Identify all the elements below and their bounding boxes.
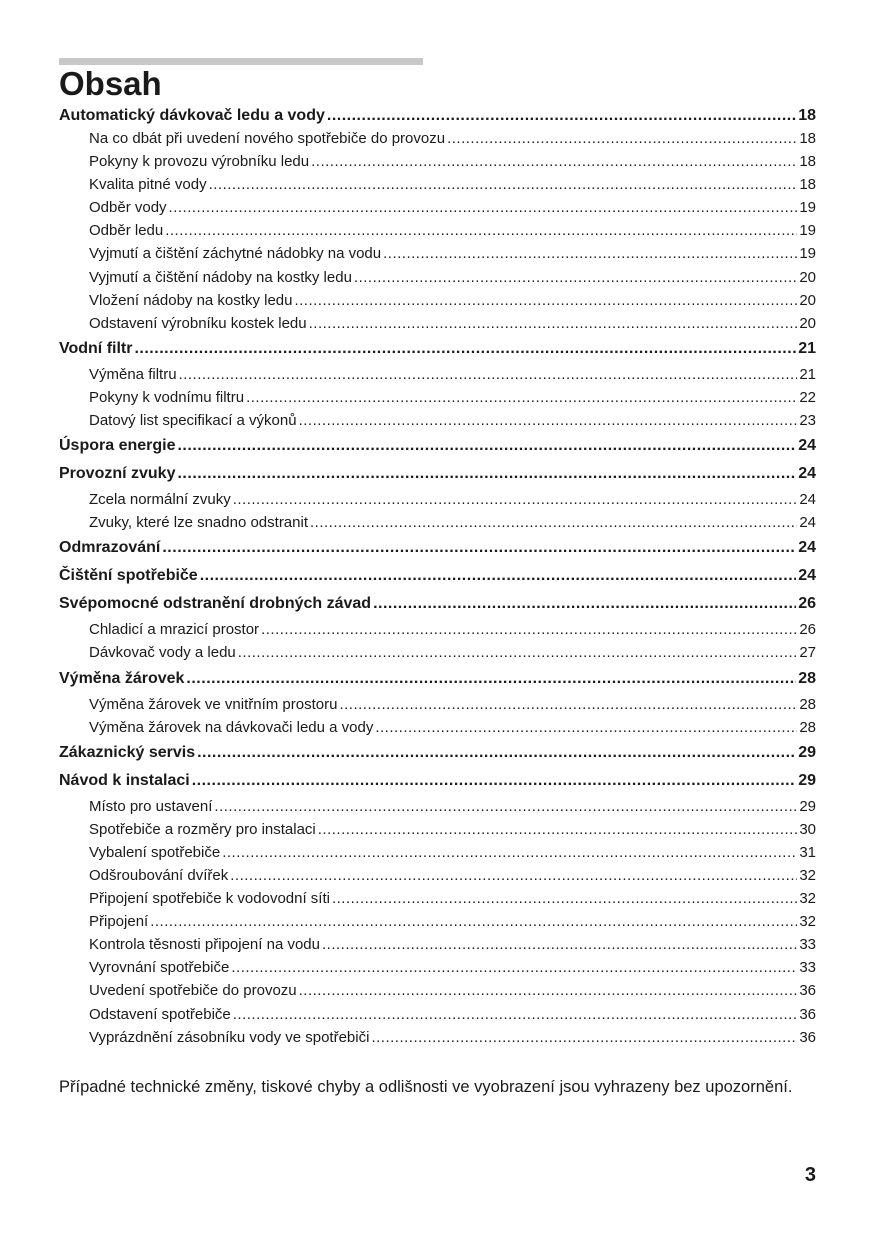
toc-entry-page: 27 xyxy=(799,644,816,662)
toc-entry-label: Pokyny k provozu výrobníku ledu xyxy=(89,153,310,171)
toc-entry[interactable] xyxy=(59,409,816,432)
dot-leader xyxy=(177,432,796,460)
toc-entry[interactable] xyxy=(59,242,816,265)
dot-leader xyxy=(197,739,796,767)
toc-section[interactable] xyxy=(59,562,816,590)
toc-entry-label: Spotřebiče a rozměry pro instalaci xyxy=(89,820,316,838)
toc-entry-label: Kvalita pitné vody xyxy=(89,176,207,194)
dot-leader xyxy=(165,219,797,242)
toc-entry-label: Vyrovnání spotřebiče xyxy=(89,959,230,977)
toc-entry-label: Odstavení spotřebiče xyxy=(89,1005,231,1023)
toc-entry[interactable] xyxy=(59,150,816,173)
dot-leader xyxy=(230,864,797,887)
toc-section-page: 28 xyxy=(798,669,816,687)
toc-entry-label: Vyjmutí a čištění nádoby na kostky ledu xyxy=(89,268,352,286)
toc-section-page: 29 xyxy=(798,743,816,761)
toc-entry[interactable] xyxy=(59,289,816,312)
disclaimer-note: Případné technické změny, tiskové chyby a odlišnosti ve vyobrazení jsou vyhrazeny bez upozornění. xyxy=(59,1078,793,1096)
toc-entry-page: 32 xyxy=(799,866,816,884)
toc-entry[interactable] xyxy=(59,127,816,150)
dot-leader xyxy=(332,887,797,910)
toc-entry-label: Výměna žárovek ve vnitřním prostoru xyxy=(89,695,338,713)
toc-entry-page: 32 xyxy=(799,890,816,908)
toc-entry[interactable] xyxy=(59,716,816,739)
toc-entry-page: 21 xyxy=(799,365,816,383)
toc-entry-page: 19 xyxy=(799,245,816,263)
toc-entry-page: 24 xyxy=(799,514,816,532)
dot-leader xyxy=(222,841,797,864)
dot-leader xyxy=(318,818,798,841)
toc-entry-page: 36 xyxy=(799,982,816,1000)
toc-entry-label: Chladicí a mrazicí prostor xyxy=(89,621,260,639)
dot-leader xyxy=(162,534,796,562)
toc-entry-page: 23 xyxy=(799,412,816,430)
toc-section-page: 21 xyxy=(798,339,816,357)
toc-entry-page: 24 xyxy=(799,491,816,509)
dot-leader xyxy=(447,127,797,150)
toc-entry-label: Připojení spotřebiče k vodovodní síti xyxy=(89,890,330,908)
toc-section-label: Výměna žárovek xyxy=(59,669,185,687)
toc-entry[interactable] xyxy=(59,219,816,242)
toc-section-label: Vodní filtr xyxy=(59,339,133,357)
toc-entry[interactable] xyxy=(59,795,816,818)
dot-leader xyxy=(375,716,797,739)
toc-entry-page: 22 xyxy=(799,388,816,406)
toc-entry-label: Odstavení výrobníku kostek ledu xyxy=(89,314,307,332)
dot-leader xyxy=(327,105,796,127)
toc-entry-label: Odšroubování dvířek xyxy=(89,866,229,884)
toc-entry-page: 18 xyxy=(799,153,816,171)
dot-leader xyxy=(238,641,798,664)
toc-entry-label: Vybalení spotřebiče xyxy=(89,843,221,861)
toc-entry[interactable] xyxy=(59,618,816,641)
toc-entry-page: 33 xyxy=(799,936,816,954)
toc-section-label: Zákaznický servis xyxy=(59,743,196,761)
toc-entry-label: Kontrola těsnosti připojení na vodu xyxy=(89,936,320,954)
toc-section-label: Svépomocné odstranění drobných závad xyxy=(59,595,372,613)
dot-leader xyxy=(214,795,797,818)
toc-entry-label: Vložení nádoby na kostky ledu xyxy=(89,291,293,309)
toc-entry[interactable] xyxy=(59,818,816,841)
toc-entry-label: Na co dbát při uvedení nového spotřebiče do provozu xyxy=(89,130,446,147)
toc-entry[interactable] xyxy=(59,173,816,196)
dot-leader xyxy=(373,590,796,618)
toc-entry-label: Zcela normální zvuky xyxy=(89,491,231,509)
toc-entry-label: Uvedení spotřebiče do provozu xyxy=(89,982,297,1000)
toc-entry[interactable] xyxy=(59,933,816,956)
toc-entry[interactable] xyxy=(59,641,816,664)
toc-entry[interactable] xyxy=(59,266,816,289)
toc-section-label: Provozní zvuky xyxy=(59,465,176,483)
toc-entry-page: 28 xyxy=(799,695,816,713)
dot-leader xyxy=(383,242,797,265)
page-title: Obsah xyxy=(59,65,162,102)
toc-entry-label: Odběr ledu xyxy=(89,222,164,240)
dot-leader xyxy=(299,979,798,1002)
toc-entry-label: Dávkovač vody a ledu xyxy=(89,644,236,662)
toc-entry[interactable] xyxy=(59,956,816,979)
dot-leader xyxy=(179,363,798,386)
toc-entry-page: 19 xyxy=(799,222,816,240)
toc-section[interactable] xyxy=(59,105,816,127)
toc-entry-label: Výměna žárovek na dávkovači ledu a vody xyxy=(89,718,374,736)
dot-leader xyxy=(233,488,798,511)
toc-entry[interactable] xyxy=(59,864,816,887)
toc-entry-label: Pokyny k vodnímu filtru xyxy=(89,388,245,406)
toc-entry-label: Připojení xyxy=(89,913,149,931)
toc-entry-page: 18 xyxy=(799,176,816,194)
toc-entry[interactable] xyxy=(59,511,816,534)
toc-entry-label: Výměna filtru xyxy=(89,365,177,383)
toc-section-label: Odmrazování xyxy=(59,539,161,557)
dot-leader xyxy=(310,511,797,534)
toc-entry[interactable] xyxy=(59,312,816,335)
dot-leader xyxy=(186,665,796,693)
toc-section[interactable] xyxy=(59,335,816,363)
toc-entry-label: Datový list specifikací a výkonů xyxy=(89,412,297,430)
page-number: 3 xyxy=(804,1164,816,1186)
toc-entry[interactable] xyxy=(59,386,816,409)
dot-leader xyxy=(150,910,797,933)
toc-entry[interactable] xyxy=(59,910,816,933)
toc-entry[interactable] xyxy=(59,1026,816,1049)
toc-entry-label: Vyjmutí a čištění záchytné nádobky na vodu xyxy=(89,245,382,263)
dot-leader xyxy=(177,460,796,488)
toc-entry[interactable] xyxy=(59,841,816,864)
toc-entry-label: Zvuky, které lze snadno odstranit xyxy=(89,514,308,532)
dot-leader xyxy=(200,562,797,590)
toc-entry[interactable] xyxy=(59,363,816,386)
toc-section[interactable] xyxy=(59,739,816,767)
toc-section-page: 29 xyxy=(798,771,816,789)
toc-section[interactable] xyxy=(59,665,816,693)
dot-leader xyxy=(169,196,798,219)
toc-entry-label: Místo pro ustavení xyxy=(89,797,213,815)
toc-entry-page: 29 xyxy=(799,797,816,815)
toc-entry-label: Vyprázdnění zásobníku vody ve spotřebiči xyxy=(89,1028,370,1046)
toc-entry-page: 26 xyxy=(799,621,816,639)
dot-leader xyxy=(322,933,797,956)
toc-entry-label: Odběr vody xyxy=(89,199,167,217)
toc-section-label: Čištění spotřebiče xyxy=(59,567,198,585)
toc-section-page: 18 xyxy=(798,107,816,124)
toc-entry-page: 20 xyxy=(799,268,816,286)
toc-entry[interactable] xyxy=(59,887,816,910)
toc-entry-page: 36 xyxy=(799,1028,816,1046)
toc-entry-page: 33 xyxy=(799,959,816,977)
toc-entry[interactable] xyxy=(59,693,816,716)
toc-section[interactable] xyxy=(59,432,816,460)
dot-leader xyxy=(231,956,797,979)
table-of-contents xyxy=(59,105,816,1049)
toc-entry-page: 20 xyxy=(799,314,816,332)
toc-entry-page: 30 xyxy=(799,820,816,838)
dot-leader xyxy=(192,767,796,795)
toc-entry[interactable] xyxy=(59,488,816,511)
dot-leader xyxy=(299,409,798,432)
toc-entry-page: 19 xyxy=(799,199,816,217)
toc-entry[interactable] xyxy=(59,979,816,1002)
toc-entry-page: 18 xyxy=(799,130,816,147)
toc-entry[interactable] xyxy=(59,196,816,219)
dot-leader xyxy=(309,312,798,335)
dot-leader xyxy=(294,289,797,312)
toc-section-label: Úspora energie xyxy=(59,437,176,455)
toc-section[interactable] xyxy=(59,460,816,488)
toc-section-page: 24 xyxy=(798,539,816,557)
dot-leader xyxy=(209,173,798,196)
toc-entry-page: 32 xyxy=(799,913,816,931)
toc-section[interactable] xyxy=(59,590,816,618)
dot-leader xyxy=(261,618,797,641)
dot-leader xyxy=(134,335,796,363)
toc-section-label: Návod k instalaci xyxy=(59,771,190,789)
toc-entry-page: 20 xyxy=(799,291,816,309)
dot-leader xyxy=(339,693,797,716)
dot-leader xyxy=(371,1026,797,1049)
dot-leader xyxy=(246,386,797,409)
toc-entry-page: 36 xyxy=(799,1005,816,1023)
toc-section-page: 24 xyxy=(798,567,816,585)
toc-entry[interactable] xyxy=(59,1003,816,1026)
toc-section[interactable] xyxy=(59,767,816,795)
toc-section-page: 24 xyxy=(798,465,816,483)
toc-section[interactable] xyxy=(59,534,816,562)
toc-section-page: 26 xyxy=(798,595,816,613)
dot-leader xyxy=(354,266,797,289)
toc-entry-page: 28 xyxy=(799,718,816,736)
dot-leader xyxy=(233,1003,798,1026)
toc-section-label: Automatický dávkovač ledu a vody xyxy=(59,107,325,124)
toc-section-page: 24 xyxy=(798,437,816,455)
dot-leader xyxy=(311,150,797,173)
toc-entry-page: 31 xyxy=(799,843,816,861)
